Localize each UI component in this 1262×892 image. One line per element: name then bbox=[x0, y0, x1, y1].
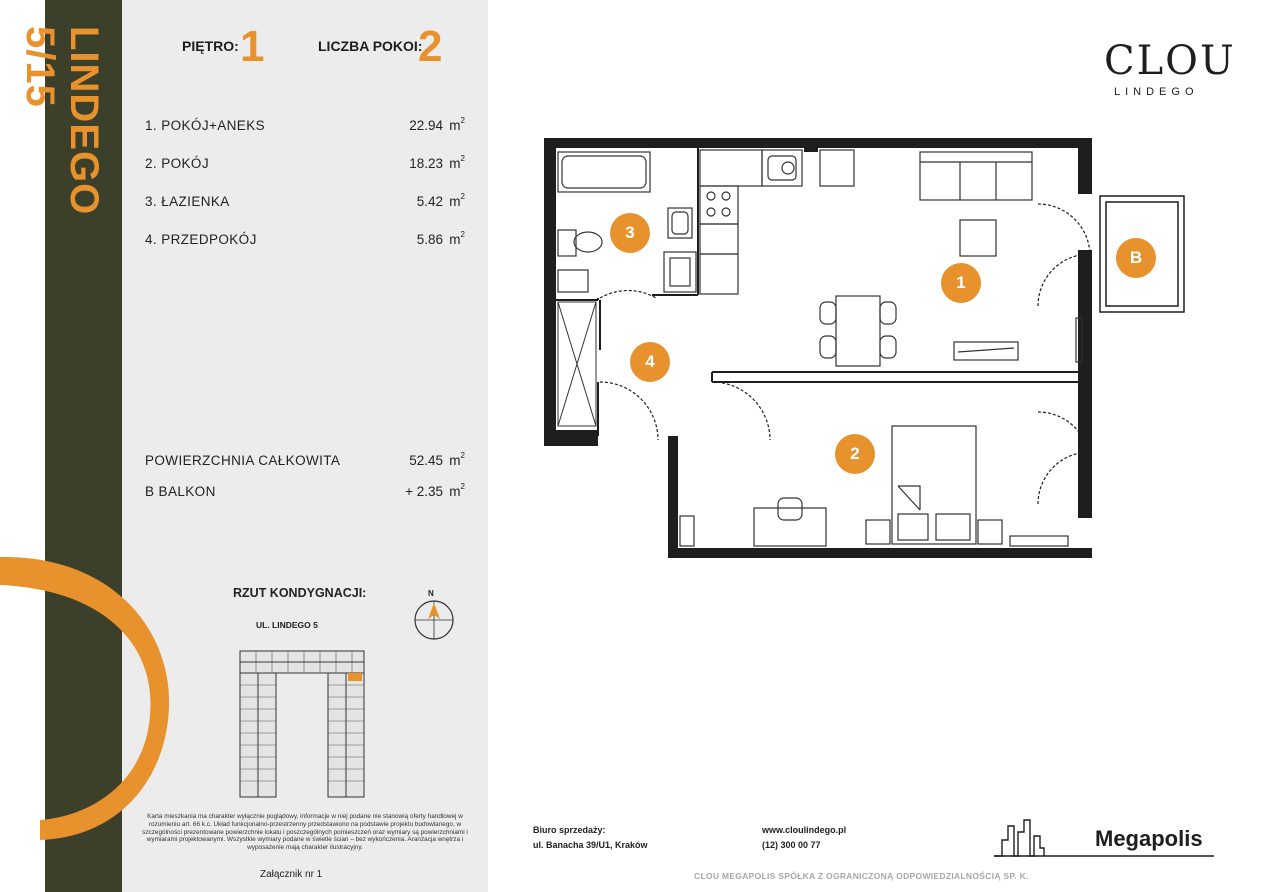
room-badge-1: 1 bbox=[941, 263, 981, 303]
website-link[interactable]: www.cloulindego.pl bbox=[762, 825, 847, 835]
sales-office-label: Biuro sprzedaży: bbox=[533, 825, 606, 835]
logo-main-text: CLOU bbox=[1104, 38, 1236, 84]
floor-plan-heading: RZUT KONDYGNACJI: bbox=[233, 586, 367, 600]
attachment-label: Załącznik nr 1 bbox=[260, 869, 323, 880]
clou-logo bbox=[1100, 38, 1236, 104]
rooms-count-value: 2 bbox=[418, 22, 443, 71]
room-unit: $m^2$ bbox=[449, 230, 465, 247]
room-area: 5.86 bbox=[416, 232, 443, 247]
disclaimer-text: Karta mieszkania ma charakter wyłącznie poglądowy, informacje w niej podane nie stanowią oferty handlowej w rozumieniu art. 66 k.c. Układ funkcjonalno-przestrzenny przedstawiono na podstawie projektu budowlanego, w szczególności prezentowane powierzchnie lokalu i poszczególnych pomieszczeń oraz wymiary są powierzchniami i wymiarami projektowanymi. Wszystkie wymiary podane w świetle ścian – bez wykończenia. Aranżacja wnętrza i wyposażenie mają charakter ilustracyjny. bbox=[142, 813, 468, 852]
room-name: 1. POKÓJ+ANEKS bbox=[145, 118, 266, 133]
compass-icon bbox=[413, 599, 455, 641]
total-area: 52.45 bbox=[409, 453, 443, 468]
floor-value: 1 bbox=[240, 22, 265, 71]
sales-office-address: ul. Banacha 39/U1, Kraków bbox=[533, 840, 648, 850]
kitchen bbox=[700, 150, 854, 294]
north-label: N bbox=[428, 589, 434, 598]
logo-sub-text: LINDEGO bbox=[1114, 86, 1199, 98]
floor-label: PIĘTRO: bbox=[182, 38, 239, 54]
room-badge-4: 4 bbox=[630, 342, 670, 382]
site-plan-thumbnail bbox=[236, 645, 368, 801]
room-row-3 bbox=[145, 194, 465, 214]
room-unit: $m^2$ bbox=[449, 116, 465, 133]
street-label: UL. LINDEGO 5 bbox=[256, 620, 318, 630]
bedroom-furniture bbox=[680, 426, 1068, 546]
balcony-area: + 2.35 bbox=[405, 484, 443, 499]
megapolis-brand: Megapolis bbox=[1095, 826, 1203, 851]
room-row-4 bbox=[145, 232, 465, 252]
room-area: 22.94 bbox=[409, 118, 443, 133]
room-unit: $m^2$ bbox=[449, 192, 465, 209]
company-name: CLOU MEGAPOLIS SPÓŁKA Z OGRANICZONĄ ODPOWIEDZIALNOŚCIĄ SP. K. bbox=[694, 871, 1029, 881]
bathtub bbox=[558, 152, 650, 192]
room-badge-3: 3 bbox=[610, 213, 650, 253]
room-area: 5.42 bbox=[416, 194, 443, 209]
total-area-row bbox=[145, 453, 465, 473]
room-name: 3. ŁAZIENKA bbox=[145, 194, 230, 209]
room-name: 2. POKÓJ bbox=[145, 156, 209, 171]
balcony-label: B BALKON bbox=[145, 484, 216, 499]
total-unit: $m^2$ bbox=[449, 451, 465, 468]
balcony-unit: $m^2$ bbox=[449, 482, 465, 499]
total-label: POWIERZCHNIA CAŁKOWITA bbox=[145, 453, 341, 468]
room-name: 4. PRZEDPOKÓJ bbox=[145, 232, 257, 247]
rooms-count-label: LICZBA POKOI: bbox=[318, 38, 423, 54]
room-badge-balcony: B bbox=[1116, 238, 1156, 278]
room-row-2 bbox=[145, 156, 465, 176]
room-badge-2: 2 bbox=[835, 434, 875, 474]
living-room-furniture bbox=[820, 152, 1082, 366]
building-title: LINDEGO 5/15 bbox=[18, 26, 106, 216]
wardrobe bbox=[558, 302, 596, 426]
room-area: 18.23 bbox=[409, 156, 443, 171]
balcony-row bbox=[145, 484, 465, 504]
room-row-1 bbox=[145, 118, 465, 138]
room-unit: $m^2$ bbox=[449, 154, 465, 171]
phone-number[interactable]: (12) 300 00 77 bbox=[762, 840, 821, 850]
